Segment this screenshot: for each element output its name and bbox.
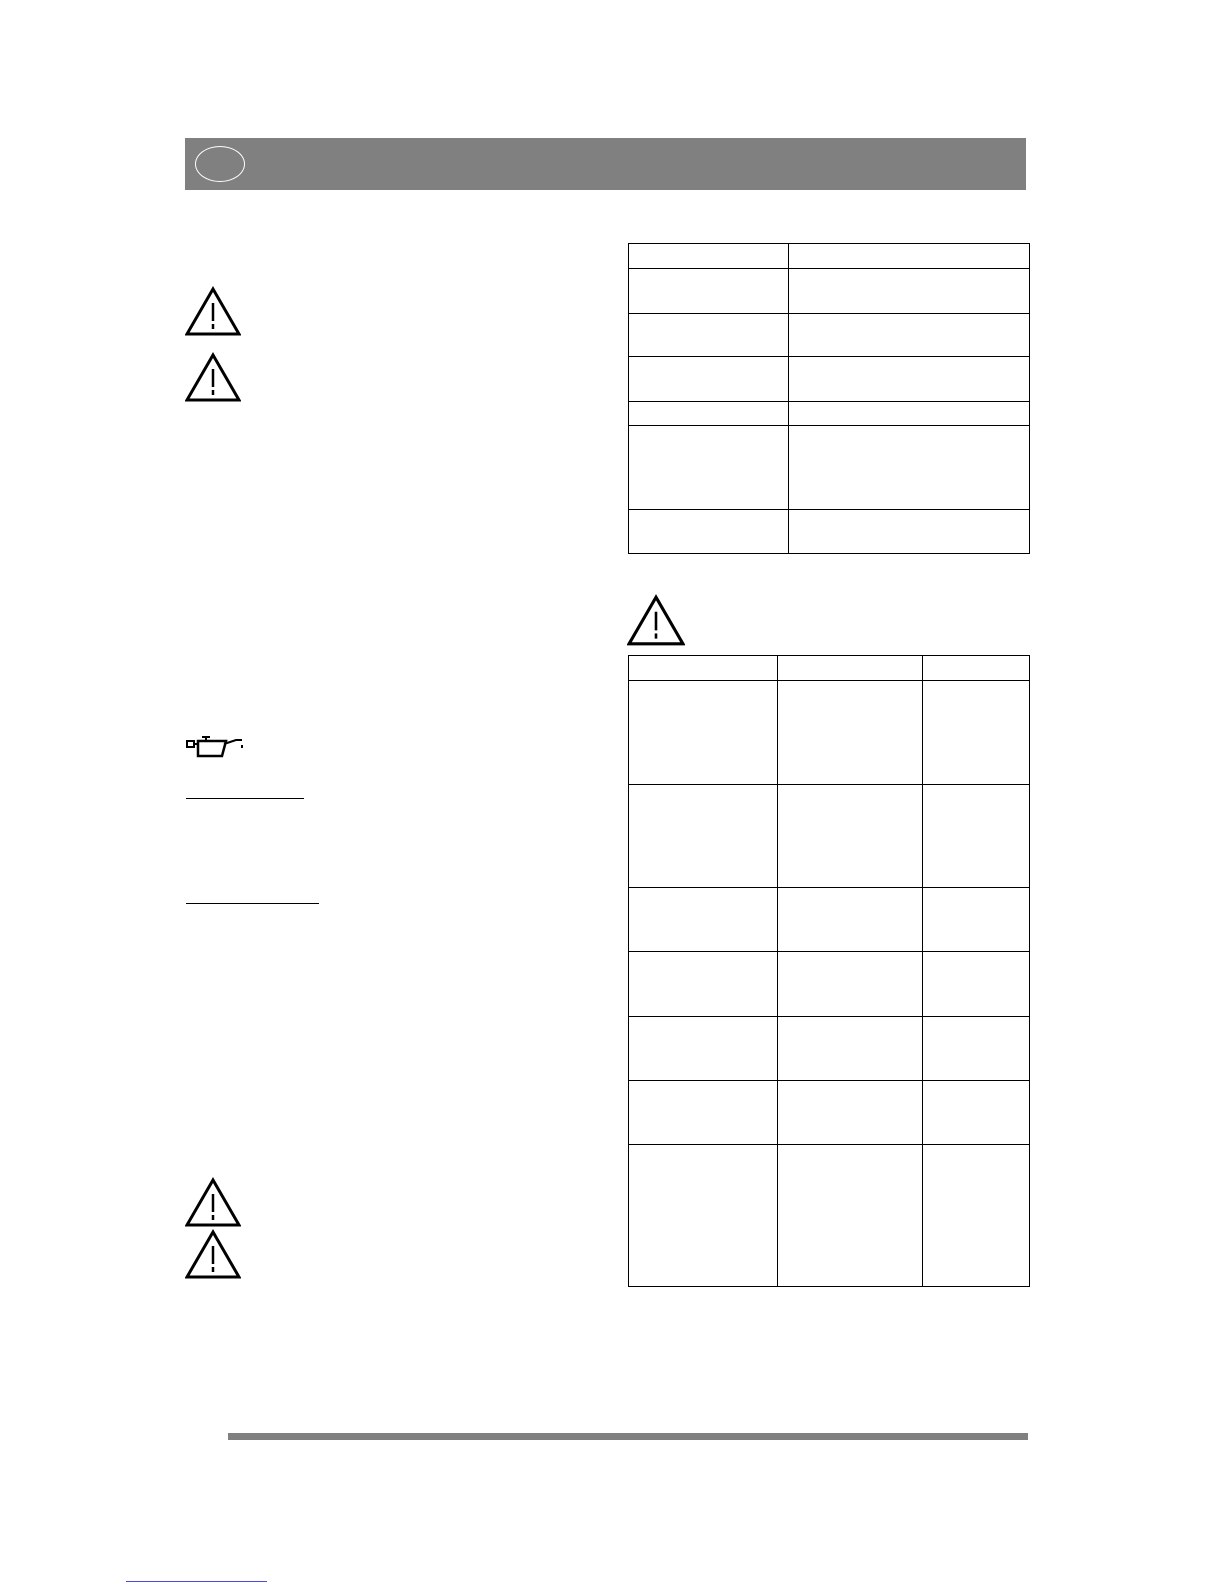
table-cell	[923, 952, 1030, 1017]
table-cell	[923, 785, 1030, 888]
section-heading-underline	[186, 798, 304, 799]
table-cell	[789, 426, 1030, 510]
table-cell	[789, 510, 1030, 554]
table-cell	[778, 1081, 923, 1145]
table-row	[629, 314, 1030, 357]
table-cell	[778, 656, 923, 681]
table-cell	[923, 656, 1030, 681]
table-cell	[629, 888, 778, 952]
table-row	[629, 681, 1030, 785]
table-cell	[629, 1145, 778, 1287]
table-cell	[629, 785, 778, 888]
table-row	[629, 656, 1030, 681]
table-cell	[629, 510, 789, 554]
table-row	[629, 1081, 1030, 1145]
warning-triangle-icon	[185, 286, 241, 336]
table-row	[629, 952, 1030, 1017]
table-cell	[629, 269, 789, 314]
table-cell	[789, 357, 1030, 402]
table-cell	[923, 1145, 1030, 1287]
table-cell	[629, 314, 789, 357]
table-cell	[629, 244, 789, 269]
table-cell	[629, 952, 778, 1017]
table-cell	[778, 1017, 923, 1081]
language-badge	[195, 146, 245, 182]
footer-link-underline[interactable]	[126, 1581, 267, 1582]
oil-can-icon	[186, 736, 246, 762]
header-bar	[185, 138, 1026, 190]
table-row	[629, 269, 1030, 314]
table-row	[629, 785, 1030, 888]
footer-bar	[228, 1433, 1028, 1440]
table-cell	[629, 1017, 778, 1081]
table-cell	[923, 888, 1030, 952]
table-cell	[629, 426, 789, 510]
table-cell	[789, 244, 1030, 269]
table-cell	[923, 681, 1030, 785]
table-cell	[629, 681, 778, 785]
table-cell	[629, 656, 778, 681]
table-row	[629, 426, 1030, 510]
table-row	[629, 510, 1030, 554]
table-cell	[923, 1017, 1030, 1081]
table-cell	[789, 269, 1030, 314]
table-cell	[923, 1081, 1030, 1145]
table-row	[629, 244, 1030, 269]
table-cell	[629, 357, 789, 402]
spec-table	[628, 243, 1030, 554]
table-row	[629, 1145, 1030, 1287]
warning-triangle-icon	[185, 352, 241, 402]
table-cell	[778, 952, 923, 1017]
table-row	[629, 402, 1030, 426]
section-heading-underline	[186, 903, 319, 904]
table-cell	[778, 1145, 923, 1287]
table-row	[629, 888, 1030, 952]
table-row	[629, 357, 1030, 402]
table-cell	[789, 314, 1030, 357]
table-cell	[629, 1081, 778, 1145]
maintenance-table	[628, 655, 1030, 1287]
table-row	[629, 1017, 1030, 1081]
warning-triangle-icon	[627, 594, 685, 646]
table-cell	[629, 402, 789, 426]
table-cell	[778, 785, 923, 888]
warning-triangle-icon	[185, 1229, 241, 1279]
table-cell	[778, 888, 923, 952]
table-cell	[778, 681, 923, 785]
warning-triangle-icon	[185, 1177, 241, 1227]
table-cell	[789, 402, 1030, 426]
